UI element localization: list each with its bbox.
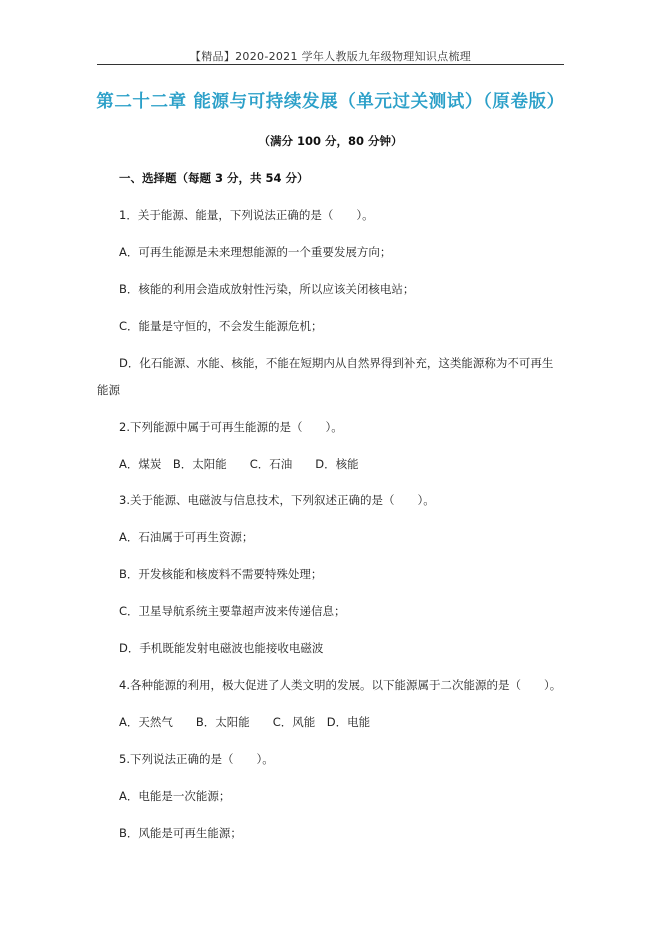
question-3-option-c: C．卫星导航系统主要靠超声波来传递信息； — [119, 604, 346, 618]
question-5: 5.下列说法正确的是（ ）。 — [119, 752, 274, 766]
question-4: 4.各种能源的利用，极大促进了人类文明的发展。以下能源属于二次能源的是（ ）。 — [119, 678, 562, 692]
question-1-option-a: A．可再生能源是未来理想能源的一个重要发展方向； — [119, 245, 392, 259]
question-3-option-b: B．开发核能和核废料不需要特殊处理； — [119, 567, 323, 581]
question-5-option-b: B．风能是可再生能源； — [119, 826, 242, 840]
page-title: 第二十二章 能源与可持续发展（单元过关测试）（原卷版） — [96, 92, 565, 112]
question-5-option-a: A．电能是一次能源； — [119, 789, 231, 803]
question-1: 1．关于能源、能量，下列说法正确的是（ ）。 — [119, 208, 374, 222]
header-divider — [97, 64, 564, 65]
section-heading: 一、选择题（每题 3 分，共 54 分） — [119, 171, 309, 185]
question-3-option-d: D．手机既能发射电磁波也能接收电磁波 — [119, 641, 324, 655]
question-2: 2.下列能源中属于可再生能源的是（ ）。 — [119, 420, 343, 434]
question-1-option-d: D．化石能源、水能、核能，不能在短期内从自然界得到补充，这类能源称为不可再生 — [119, 356, 554, 370]
page-header: 【精品】2020-2021 学年人教版九年级物理知识点梳理 — [189, 50, 472, 63]
question-3: 3.关于能源、电磁波与信息技术，下列叙述正确的是（ ）。 — [119, 493, 435, 507]
question-1-option-c: C．能量是守恒的，不会发生能源危机； — [119, 319, 323, 333]
page-subtitle: （满分 100 分，80 分钟） — [258, 134, 403, 148]
question-1-option-b: B．核能的利用会造成放射性污染，所以应该关闭核电站； — [119, 282, 415, 296]
question-3-option-a: A．石油属于可再生资源； — [119, 530, 254, 544]
question-2-options: A．煤炭 B．太阳能 C．石油 D．核能 — [119, 457, 359, 471]
question-4-options: A．天然气 B．太阳能 C．风能 D．电能 — [119, 715, 371, 729]
question-1-option-d-continued: 能源 — [97, 383, 120, 397]
